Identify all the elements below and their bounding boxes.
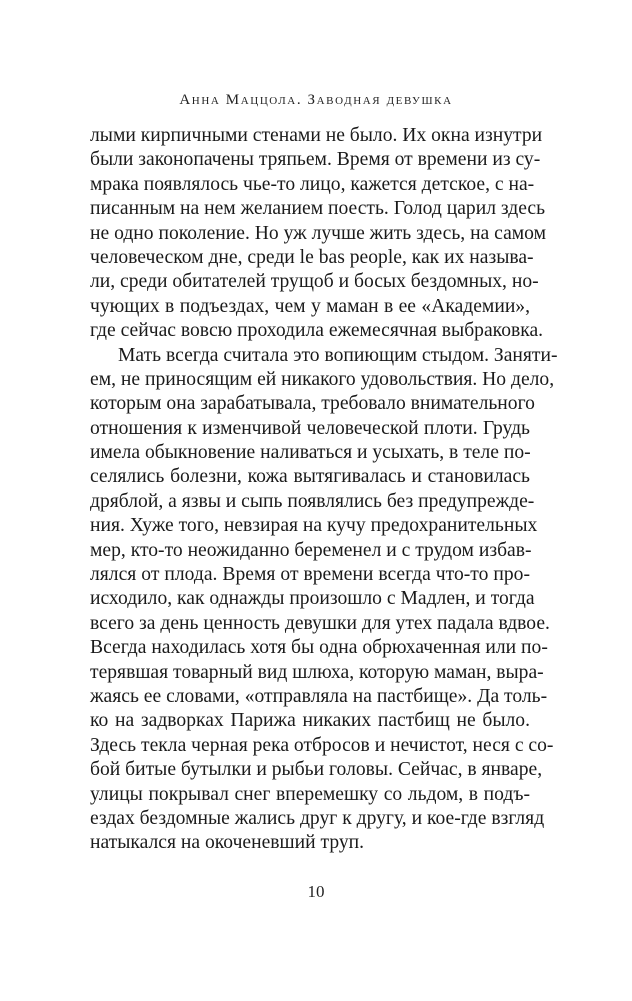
text-line: жаясь ее словами, «отправляла на пастбище». Да толь- xyxy=(90,685,548,707)
text-line: Здесь текла черная река отбросов и нечистот, неся с со- xyxy=(90,734,554,756)
text-line: селялись болезни, кожа вытягивалась и становилась xyxy=(90,466,530,488)
text-line: дряблой, а язвы и сыпь появлялись без предупрежде- xyxy=(90,490,535,512)
text-line: мер, кто-то неожиданно беременел и с трудом избав- xyxy=(90,539,532,561)
text-line: улицы покрывал снег вперемешку со льдом, в подъ- xyxy=(90,783,530,805)
text-line: ем, не приносящим ей никакого удовольствия. Но дело, xyxy=(90,368,555,390)
text-line: лялся от плода. Время от времени всегда что-то про- xyxy=(90,564,530,586)
text-line: писанным на нем желанием поесть. Голод царил здесь xyxy=(90,198,546,220)
text-line: ездах бездомные жались друг к другу, и кое-где взгляд xyxy=(90,807,545,829)
text-line: исходило, как однажды произошло с Мадлен, и тогда xyxy=(90,588,535,610)
text-line: ко на задворках Парижа никаких пастбищ не было. xyxy=(90,710,530,732)
text-line: чующих в подъездах, чем у маман в ее «Академии», xyxy=(90,295,530,317)
text-line: всего за день ценность девушки для утех падала вдвое. xyxy=(90,612,550,634)
text-line: мрака появлялось чье-то лицо, кажется детское, с на- xyxy=(90,173,535,195)
text-line: имела обыкновение наливаться и усыхать, в теле по- xyxy=(90,442,531,464)
text-line: отношения к изменчивой человеческой плоти. Грудь xyxy=(90,417,530,439)
text-line: ли, среди обитателей трущоб и босых бездомных, но- xyxy=(90,271,539,293)
text-line: не одно поколение. Но уж лучше жить здесь, на самом xyxy=(90,222,547,244)
text-line: где сейчас вовсю проходила ежемесячная выбраковка. xyxy=(90,320,544,342)
text-line: человеческом дне, среди le bas people, как их называ- xyxy=(90,246,534,268)
text-line: бой битые бутылки и рыбьи головы. Сейчас, в январе, xyxy=(90,759,543,781)
text-line: Всегда находилась хотя бы одна обрюхаченная или по- xyxy=(90,637,548,659)
text-line: натыкался на окоченевший труп. xyxy=(90,832,365,854)
running-title: Анна Маццола. Заводная девушка xyxy=(179,92,453,108)
text-line: которым она зарабатывала, требовало внимательного xyxy=(90,393,535,415)
text-line: были законопачены тряпьем. Время от времени из су- xyxy=(90,149,541,171)
text-line: терявшая товарный вид шлюха, которую маман, выра- xyxy=(90,661,544,683)
body-text xyxy=(90,124,558,856)
text-line: ния. Хуже того, невзирая на кучу предохранительных xyxy=(90,515,538,537)
text-line: лыми кирпичными стенами не было. Их окна изнутри xyxy=(90,125,543,146)
page-number: 10 xyxy=(307,882,325,901)
text-line: Мать всегда считала это вопиющим стыдом. Заняти- xyxy=(118,344,558,366)
